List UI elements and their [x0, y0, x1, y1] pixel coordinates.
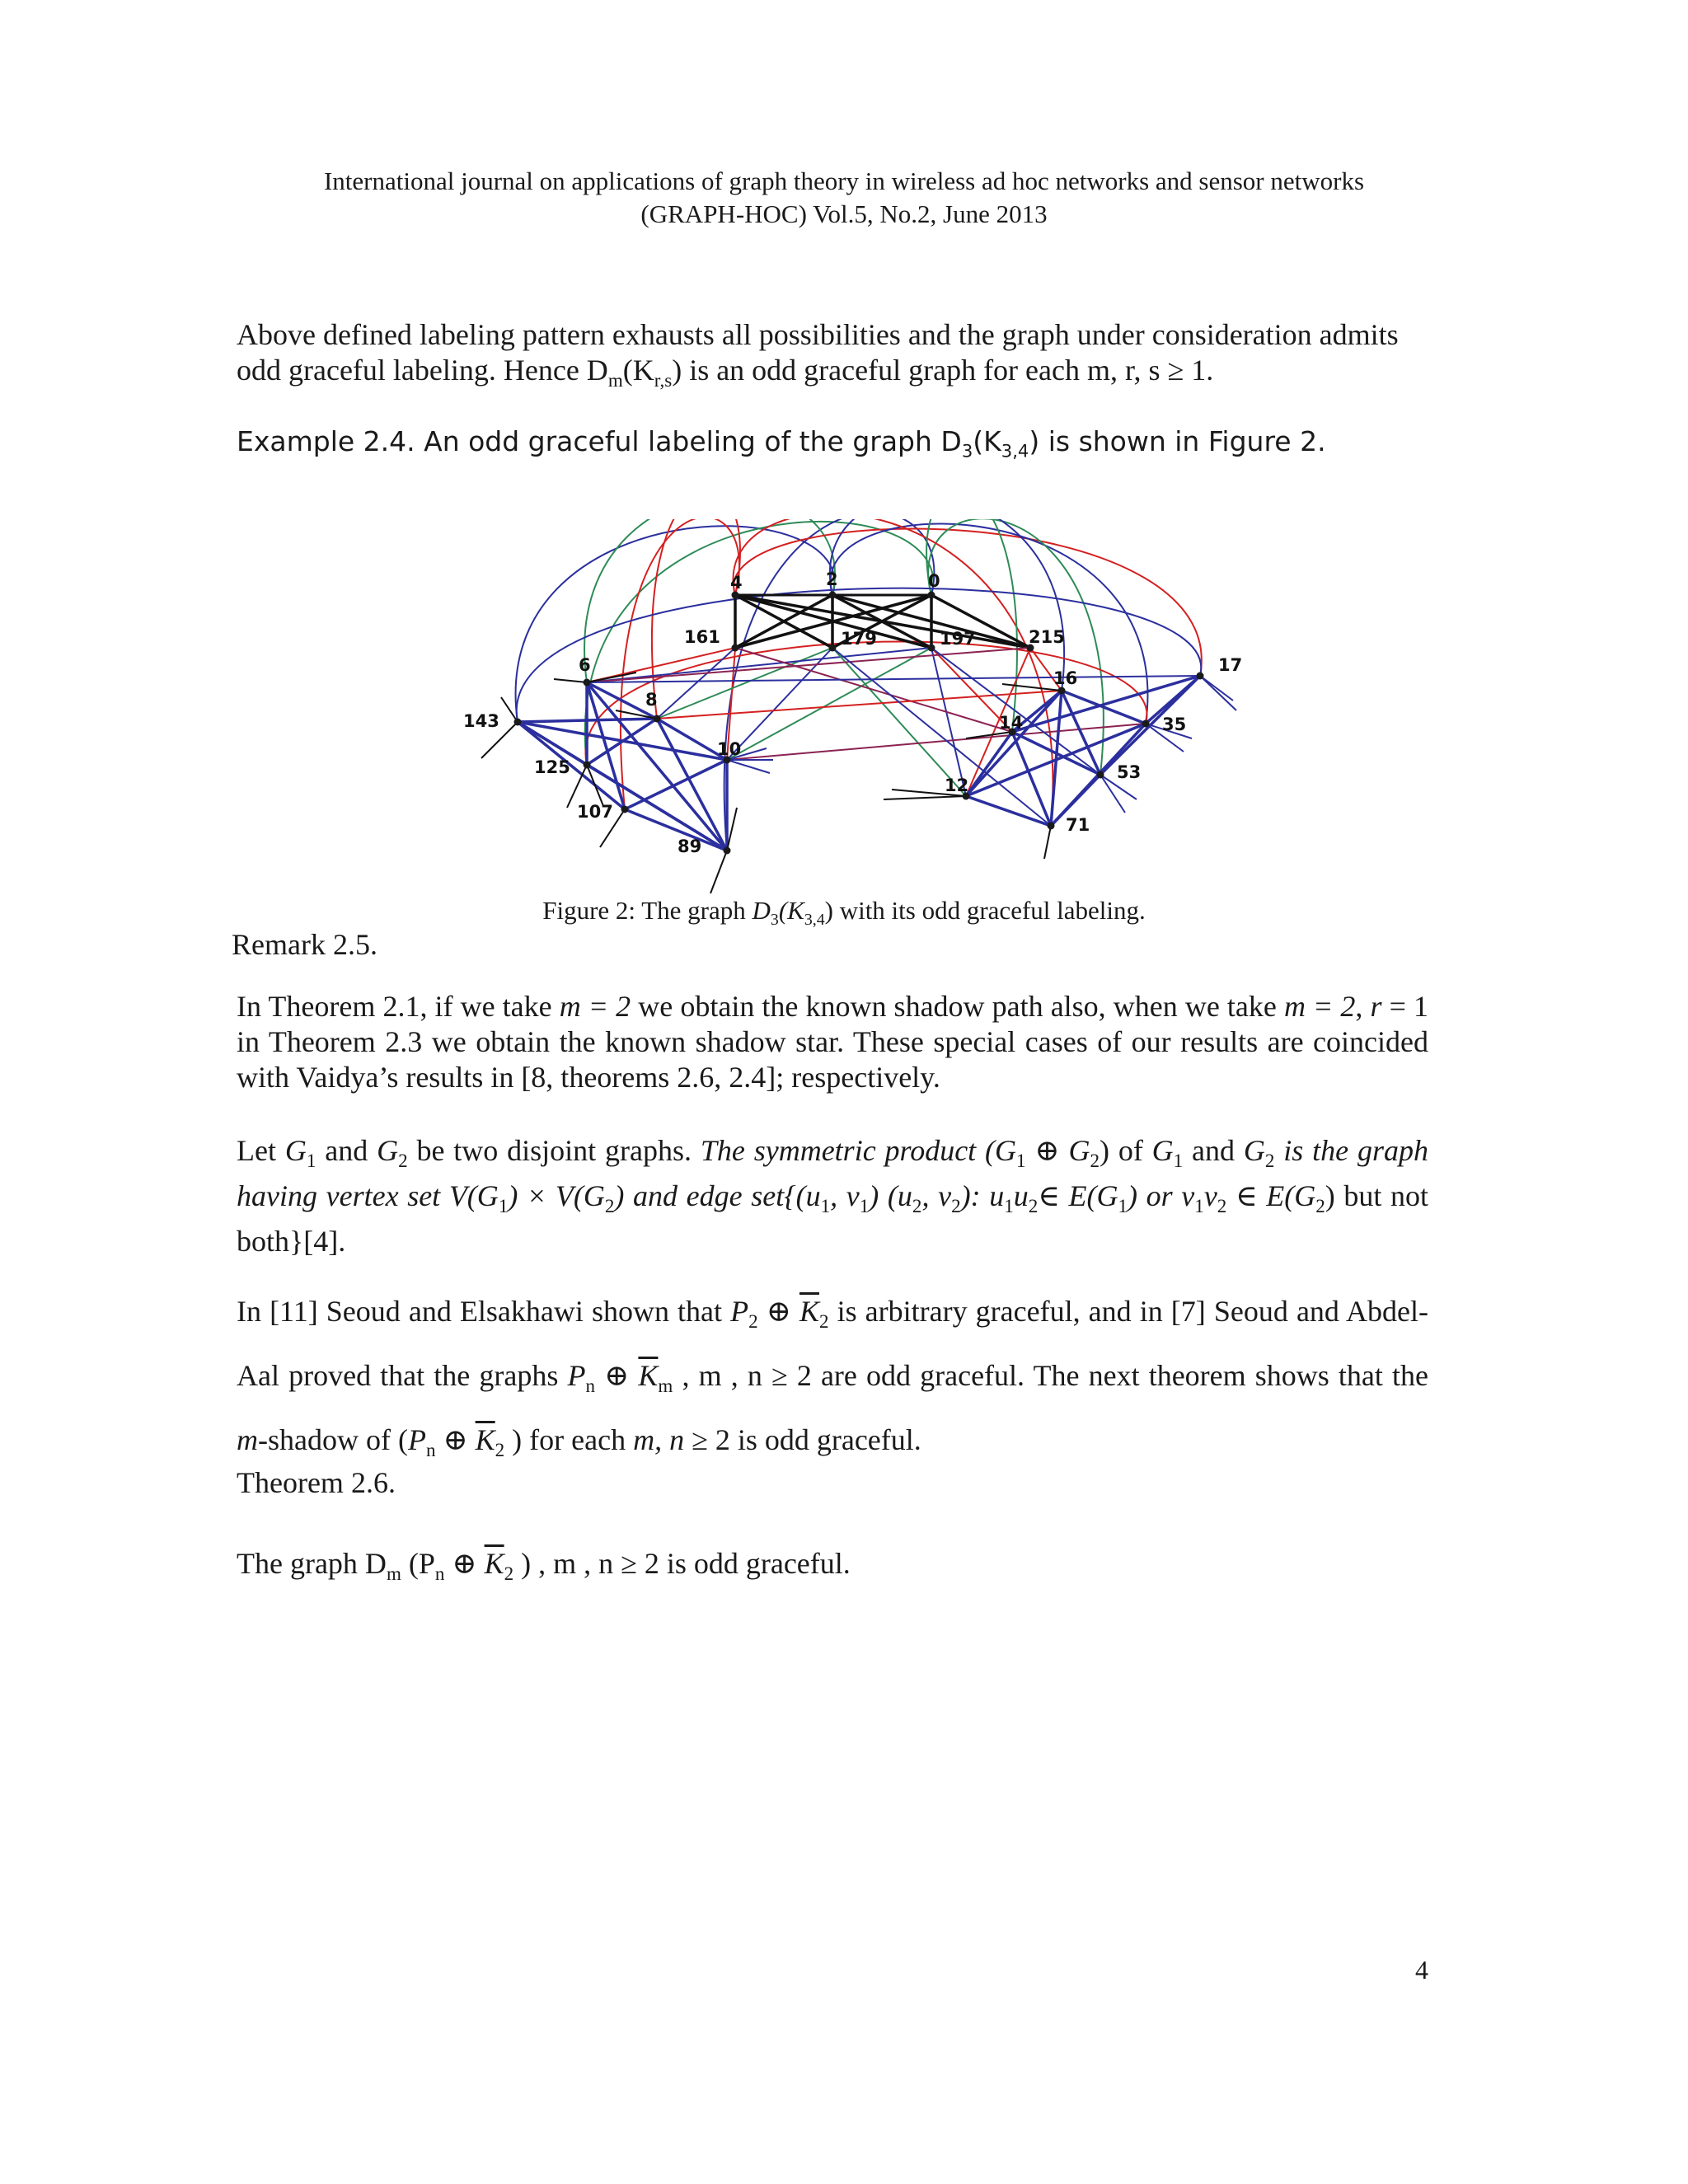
pendant-edge [1044, 826, 1051, 859]
vertex-label: 125 [534, 757, 570, 777]
graph-vertex-2 [829, 592, 837, 599]
blue-edge [966, 691, 1062, 796]
pendant-edge [554, 679, 587, 682]
vertex-label: 6 [579, 655, 591, 675]
graph-vertex-89 [724, 847, 731, 855]
vertex-label: 107 [577, 802, 613, 822]
remark-heading: Remark 2.5. [232, 928, 377, 961]
colored-edge [727, 724, 1146, 760]
theorem-statement: The graph $D_m$ ($P_n$ ⊕ $\overline{K}_2$ ) , m , n ≥ 2 is odd graceful. [237, 1547, 851, 1585]
theorem-heading: Theorem 2.6. [237, 1466, 396, 1499]
colored-edge [587, 648, 1030, 682]
curved-edge [652, 519, 740, 719]
vertex-label: 0 [928, 571, 940, 591]
pendant-edge [727, 808, 737, 851]
pendant-edge [710, 851, 727, 893]
blue-edge [625, 760, 727, 809]
figure-caption: Figure 2: The graph $D_3(K_{3,4})$ with its odd graceful labeling. [542, 896, 1146, 930]
graph-edges [481, 519, 1236, 893]
graph-vertex-53 [1097, 771, 1104, 779]
pendant-edge [884, 796, 966, 799]
journal-header-line1: International journal on applications of graph theory in wireless ad hoc networks and sensor networks [323, 166, 1365, 195]
vertex-label: 17 [1218, 655, 1243, 675]
vertex-label: 143 [463, 711, 499, 731]
vertex-label: 179 [841, 629, 877, 649]
paragraph-remark: In Theorem 2.1, if we take m = 2 we obtain the known shadow path also, when we take m = 2, r = 1 in Theorem 2.3 we obtain the known shadow star. These special cases of our results are coincided with Vaidya’s results in [8, theorems 2.6, 2.4]; respectively. [237, 990, 1429, 1094]
vertex-label: 4 [730, 573, 743, 593]
graph-vertex-179 [829, 644, 837, 652]
blue-edge [587, 682, 625, 809]
vertex-label: 2 [826, 569, 838, 589]
paragraph-line: odd graceful labeling. Hence $D_m(K_{r,s})$ is an odd graceful graph for each m, r, s ≥ 1. [237, 354, 1214, 391]
curved-edge [926, 519, 1017, 732]
paragraph-symmetric-product: Let $G_1$ and $G_2$ be two disjoint graphs. The symmetric product ($G_1$ ⊕ $G_2$) of $G_1$ and $G_2$ is the graph having vertex set $V(G_1) \times V(G_2)$ and edge $set\{(u_1$, $v_1$) ($u_2$, $v_2$): $u_1u_2\in$ $E(G_1)$ or $v_1v_2$ ∈ $E(G_2)$ but not both}[4]. [237, 1134, 1429, 1258]
vertex-label: 16 [1053, 668, 1078, 688]
vertex-label: 35 [1162, 715, 1187, 734]
graph-vertex-161 [732, 644, 739, 652]
graph-vertex-0 [928, 592, 935, 599]
vertex-label: 10 [717, 739, 742, 759]
pendant-edge [727, 760, 770, 773]
vertex-label: 89 [678, 837, 702, 856]
colored-edge [657, 648, 735, 719]
pendant-edge [1200, 676, 1233, 701]
blue-edge [518, 719, 657, 722]
paragraph-line: Above defined labeling pattern exhausts all possibilities and the graph under consideration admits [237, 318, 1399, 351]
example-heading: Example 2.4. An odd graceful labeling of the graph $D_3(K_{3,4})$ is shown in Figure 2. [237, 425, 1326, 462]
graph-vertex-35 [1142, 720, 1150, 728]
page-number: 4 [1415, 1955, 1428, 1985]
vertex-label: 215 [1029, 627, 1065, 647]
graph-figure [437, 519, 1261, 898]
vertex-label: 53 [1117, 762, 1142, 782]
graph-vertex-143 [514, 719, 522, 726]
curved-edge [734, 529, 1202, 676]
journal-header-line2: (GRAPH-HOC) Vol.5, No.2, June 2013 [640, 199, 1048, 228]
colored-edge [832, 648, 969, 796]
paragraph-prior-results: In [11] Seoud and Elsakhawi shown that $P_2$ ⊕ $\overline{K}_2$ is arbitrary graceful, and in [7] Seoud and Abdel-Aal proved that the graphs $P_n$ ⊕ $\overline{K}_m$ , m , n ≥ 2 are odd graceful. The next theorem shows that the m-shadow of ($P_n$ ⊕ $\overline{K}_2$ ) for each m, n ≥ 2 is odd graceful. [237, 1295, 1428, 1461]
vertex-label: 71 [1066, 815, 1090, 835]
graph-vertex-17 [1197, 673, 1204, 680]
pendant-edge [1200, 676, 1236, 710]
graph-vertex-125 [584, 762, 591, 769]
blue-edge [966, 796, 1051, 826]
colored-edge [587, 676, 1200, 682]
vertex-label: 161 [684, 627, 720, 647]
vertex-label: 12 [945, 776, 969, 795]
graph-vertex-197 [928, 644, 935, 652]
graph-vertex-107 [621, 806, 629, 813]
graph-vertex-8 [654, 715, 661, 723]
vertex-label: 197 [940, 629, 976, 649]
graph-vertex-71 [1048, 823, 1055, 830]
vertex-label: 14 [999, 713, 1024, 733]
paragraph-labeling-conclusion [237, 317, 1428, 398]
graph-vertex-6 [584, 679, 591, 687]
vertex-label: 8 [645, 690, 658, 710]
curved-edge [621, 519, 742, 809]
curved-edge [585, 522, 934, 765]
blue-edge [1012, 732, 1051, 826]
